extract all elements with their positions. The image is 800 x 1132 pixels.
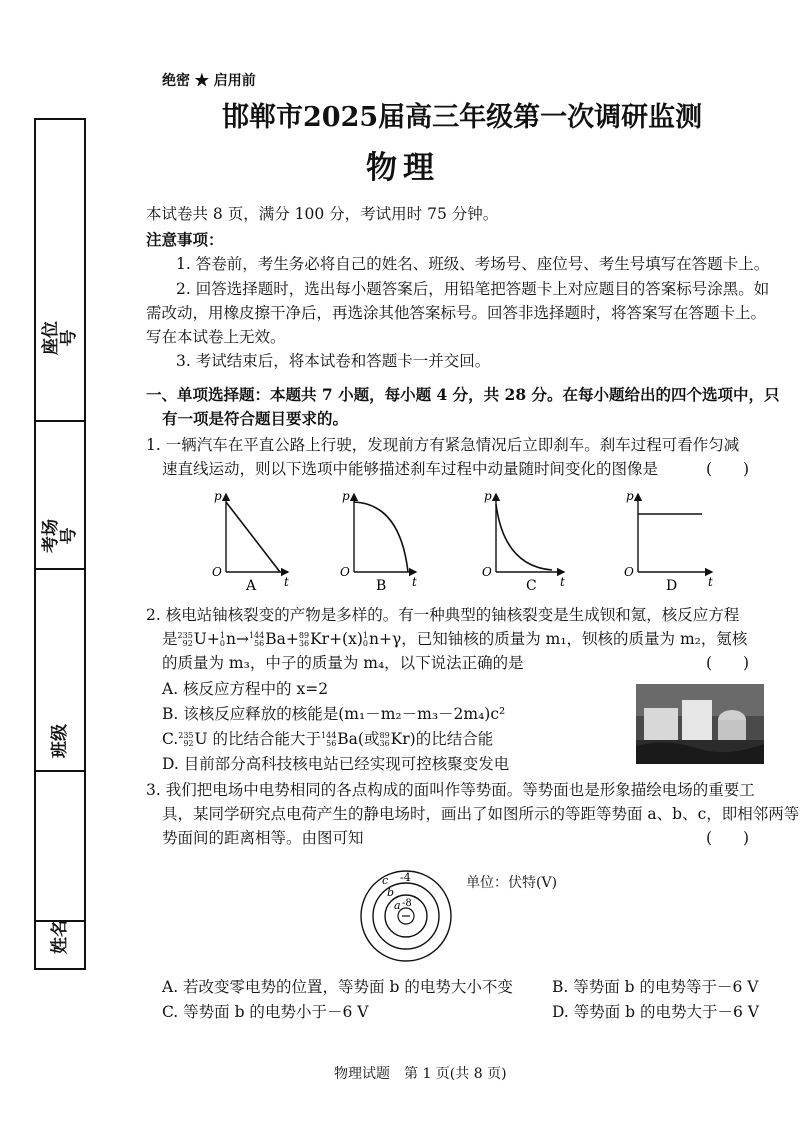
- opt-c-iso-kr-charge: 36: [379, 739, 390, 748]
- iso-u-mass: 235: [177, 631, 193, 640]
- iso-ba: [249, 632, 264, 648]
- opt-c-iso-ba-mass: 144: [321, 731, 337, 740]
- iso-n-mass: 1: [219, 631, 225, 640]
- seat-number-label: 座位号: [41, 321, 79, 355]
- ring-b-label: b: [387, 886, 395, 899]
- notice-item-1: 1. 答卷前，考生务必将自己的姓名、班级、考场号、座位号、考生号填写在答题卡上。: [176, 255, 770, 273]
- page-footer: 物理试题 第 1 页(共 8 页): [334, 1066, 507, 1082]
- opt-c-mid: U 的比结合能大于: [194, 730, 322, 748]
- iso-kr-mass: 89: [298, 631, 310, 640]
- iso-kr: [299, 632, 309, 648]
- opt-c-iso-kr: [379, 732, 389, 748]
- q1-stem-line2: 速直线运动，则以下选项中能够描述刹车过程中动量随时间变化的图像是: [162, 460, 659, 478]
- subject-title: 物理: [366, 150, 440, 186]
- opt-c-iso-kr-mass: 89: [379, 731, 390, 740]
- graph-c: [496, 494, 564, 572]
- unit-label: 单位：伏特(V): [466, 875, 558, 891]
- nuclear-plant-photo: [636, 684, 764, 764]
- section-title-line2: 有一项是符合题目要求的。: [162, 409, 349, 428]
- iso-n2-mass: 1: [362, 631, 368, 640]
- q3-option-c: C. 等势面 b 的电势小于－6 V: [162, 1003, 369, 1021]
- equipotential-diagram: [356, 866, 456, 966]
- graph-d-p: p: [626, 490, 634, 503]
- q2-answer-paren: ( ): [706, 654, 750, 672]
- q2-equation-line: [162, 628, 747, 650]
- graph-b-p: p: [342, 490, 350, 503]
- name-label: 姓名: [50, 920, 70, 954]
- graph-a-label: A: [246, 578, 257, 594]
- notice-item-2-line2: 需改动，用橡皮擦干净后，再选涂其他答案标号。回答非选择题时，将答案写在答题卡上。: [146, 304, 767, 322]
- exam-summary: 本试卷共 8 页，满分 100 分，考试用时 75 分钟。: [146, 205, 499, 223]
- class-label: 班级: [50, 724, 70, 758]
- eq-u: U: [193, 630, 207, 648]
- ring-c-value: -4: [400, 871, 411, 884]
- graph-c-t: t: [560, 575, 565, 589]
- exam-room-label: 考场号: [41, 519, 79, 553]
- eq-n2: n+γ: [368, 630, 402, 648]
- q3-stem-line2: 具，某同学研究点电荷产生的静电场时，画出了如图所示的等距等势面 a、b、c，即相邻两等: [162, 805, 800, 823]
- q1-stem-line1: 1. 一辆汽车在平直公路上行驶，发现前方有紧急情况后立即刹车。刹车过程可看作匀减: [146, 436, 740, 454]
- q3-option-b: B. 等势面 b 的电势等于－6 V: [552, 978, 759, 996]
- iso-ba-charge: 56: [254, 639, 265, 648]
- q3-stem-line3: 势面间的距离相等。由图可知: [162, 829, 364, 847]
- notice-item-2-line1: 2. 回答选择题时，选出每小题答案后，用铅笔把答题卡上对应题目的答案标号涂黑。如: [176, 280, 770, 298]
- graph-b-o: O: [340, 565, 350, 579]
- graph-b: [354, 494, 416, 572]
- opt-c-iso-u: [178, 732, 193, 748]
- graph-c-label: C: [526, 578, 537, 594]
- opt-c-prefix: C.: [162, 730, 179, 748]
- ring-a-value: -8: [402, 898, 412, 909]
- opt-c-iso-u-charge: 92: [183, 739, 194, 748]
- q1-graphs: [200, 490, 730, 600]
- exam-title: 邯郸市2025届高三年级第一次调研监测: [222, 102, 703, 133]
- iso-n: [220, 632, 225, 648]
- eq-prefix: 是: [162, 630, 178, 648]
- iso-n2: [363, 632, 368, 648]
- section-title-line1: 一、单项选择题：本题共 7 小题，每小题 4 分，共 28 分。在每小题给出的四个选项中，只: [146, 385, 780, 404]
- graph-a: [226, 494, 288, 572]
- graph-b-label: B: [376, 578, 387, 594]
- graph-d: [638, 494, 712, 572]
- iso-n2-charge: 0: [362, 639, 368, 648]
- q3-option-a: A. 若改变零电势的位置，等势面 b 的电势大小不变: [162, 978, 513, 996]
- opt-c-kr: Kr)的比结合能: [390, 730, 494, 748]
- eq-suffix: ，已知铀核的质量为 m₁，钡核的质量为 m₂，氪核: [401, 630, 748, 648]
- opt-c-iso-ba: [321, 732, 336, 748]
- q2-option-c: [162, 728, 493, 750]
- graph-c-p: p: [484, 490, 492, 503]
- iso-kr-charge: 36: [298, 639, 310, 648]
- eq-x: +(x): [329, 630, 363, 648]
- q3-option-d: D. 等势面 b 的电势大于－6 V: [552, 1003, 759, 1021]
- iso-u: [178, 632, 193, 648]
- q1-answer-paren: ( ): [706, 460, 750, 478]
- iso-u-charge: 92: [182, 639, 193, 648]
- iso-ba-mass: 144: [248, 631, 265, 640]
- notice-title: 注意事项：: [146, 230, 224, 249]
- eq-plus-2: +: [285, 630, 299, 648]
- graph-d-t: t: [708, 575, 713, 589]
- opt-c-iso-u-mass: 235: [178, 731, 194, 740]
- notice-item-3: 3. 考试结束后，将本试卷和答题卡一并交回。: [176, 352, 491, 370]
- graph-a-o: O: [212, 565, 222, 579]
- eq-kr: Kr: [310, 630, 330, 648]
- graph-d-o: O: [624, 565, 634, 579]
- q2-stem-line3: 的质量为 m₃，中子的质量为 m₄，以下说法正确的是: [162, 654, 524, 672]
- ring-c-label: c: [382, 874, 389, 887]
- student-info-panel: [34, 118, 86, 970]
- ring-a-label: a: [394, 899, 401, 912]
- graph-c-o: O: [482, 565, 492, 579]
- graph-b-t: t: [412, 575, 417, 589]
- q3-answer-paren: ( ): [706, 829, 750, 847]
- eq-n: n: [225, 630, 236, 648]
- graph-a-t: t: [284, 575, 289, 589]
- q2-option-a: A. 核反应方程中的 x=2: [162, 680, 329, 698]
- opt-c-ba: Ba(或: [337, 730, 380, 748]
- opt-c-iso-ba-charge: 56: [326, 739, 337, 748]
- eq-arrow: →: [235, 630, 249, 648]
- graph-a-p: p: [214, 490, 222, 503]
- confidential-label: 绝密 ★ 启用前: [162, 73, 256, 89]
- q2-stem-line1: 2. 核电站铀核裂变的产物是多样的。有一种典型的铀核裂变是生成钡和氪，核反应方程: [146, 606, 740, 624]
- q2-option-d: D. 目前部分高科技核电站已经实现可控核聚变发电: [162, 755, 510, 773]
- eq-plus: +: [206, 630, 220, 648]
- notice-item-2-line3: 写在本试卷上无效。: [146, 328, 286, 346]
- graph-d-label: D: [666, 578, 678, 594]
- eq-ba: Ba: [265, 630, 286, 648]
- q2-option-b: B. 该核反应释放的核能是(m₁－m₂－m₃－2m₄)c²: [162, 705, 506, 723]
- iso-n-charge: 0: [219, 639, 225, 648]
- q3-stem-line1: 3. 我们把电场中电势相同的各点构成的面叫作等势面。等势面也是形象描绘电场的重要工: [146, 781, 755, 799]
